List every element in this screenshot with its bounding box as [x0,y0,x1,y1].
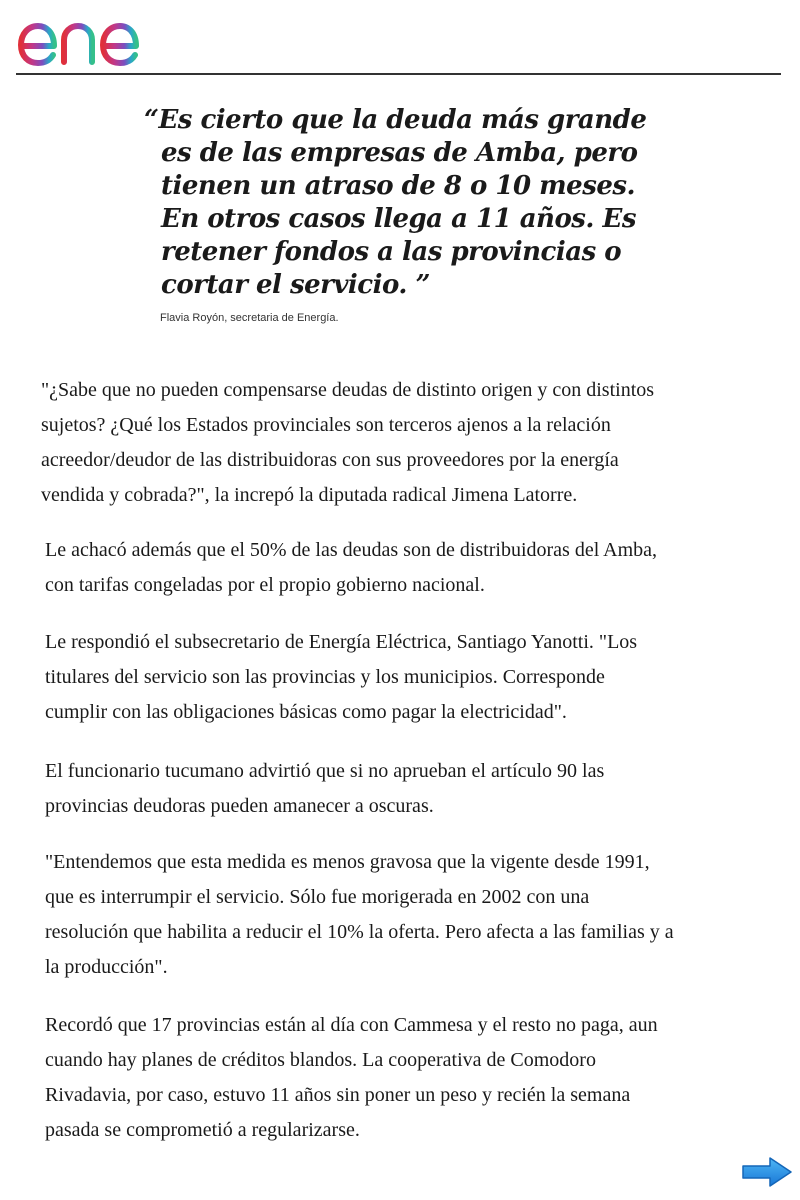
article-paragraph [45,754,604,824]
paragraph-line: que es interrumpir el servicio. Sólo fue morigerada en 2002 con una [45,886,590,908]
article-paragraph [45,845,674,985]
pullquote-line: En otros casos llega a 11 años. Es [161,204,636,234]
pullquote-line: es de las empresas de Amba, pero [161,138,638,168]
paragraph-line: Le achacó además que el 50% de las deudas son de distribuidoras del Amba, [45,539,658,561]
paragraph-line: con tarifas congeladas por el propio gobierno nacional. [45,574,485,596]
enel-logo [16,4,176,68]
paragraph-line: vendida y cobrada?", la increpó la diputada radical Jimena Latorre. [41,484,578,506]
paragraph-line: acreedor/deudor de las distribuidoras con sus proveedores por la energía [41,449,619,471]
pullquote-line: retener fondos a las provincias o [161,237,622,267]
header-divider [16,73,781,75]
paragraph-line: resolución que habilita a reducir el 10% la oferta. Pero afecta a las familias y a [45,921,674,943]
paragraph-line: Recordó que 17 provincias están al día con Cammesa y el resto no paga, aun [45,1014,658,1036]
pullquote-text [144,104,664,302]
paragraph-line: El funcionario tucumano advirtió que si no aprueban el artículo 90 las [45,760,605,782]
paragraph-line: provincias deudoras pueden amanecer a oscuras. [45,795,434,817]
paragraph-line: "¿Sabe que no pueden compensarse deudas de distinto origen y con distintos [41,379,655,401]
article-paragraph [45,533,657,603]
paragraph-line: pasada se comprometió a regularizarse. [45,1119,360,1141]
article-paragraph [45,625,637,730]
paragraph-line: la producción". [45,956,168,978]
paragraph-line: Le respondió el subsecretario de Energía Eléctrica, Santiago Yanotti. "Los [45,631,638,653]
article-paragraph [41,373,654,513]
pullquote-line: cortar el servicio. ” [161,270,430,300]
article-paragraph [45,1008,658,1148]
pullquote [144,104,664,324]
arrow-right-icon[interactable] [740,1155,794,1189]
paragraph-line: cuando hay planes de créditos blandos. La cooperativa de Comodoro [45,1049,596,1071]
pullquote-author: Flavia Royón, secretaria de Energía. [160,312,339,324]
pullquote-line: “Es cierto que la deuda más grande [144,105,647,135]
paragraph-line: sujetos? ¿Qué los Estados provinciales son terceros ajenos a la relación [41,414,611,436]
paragraph-line: cumplir con las obligaciones básicas como pagar la electricidad". [45,701,567,723]
pullquote-line: tienen un atraso de 8 o 10 meses. [161,171,636,201]
paragraph-line: titulares del servicio son las provincias y los municipios. Corresponde [45,666,605,688]
paragraph-line: "Entendemos que esta medida es menos gravosa que la vigente desde 1991, [45,851,650,873]
paragraph-line: Rivadavia, por caso, estuvo 11 años sin poner un peso y recién la semana [45,1084,631,1106]
